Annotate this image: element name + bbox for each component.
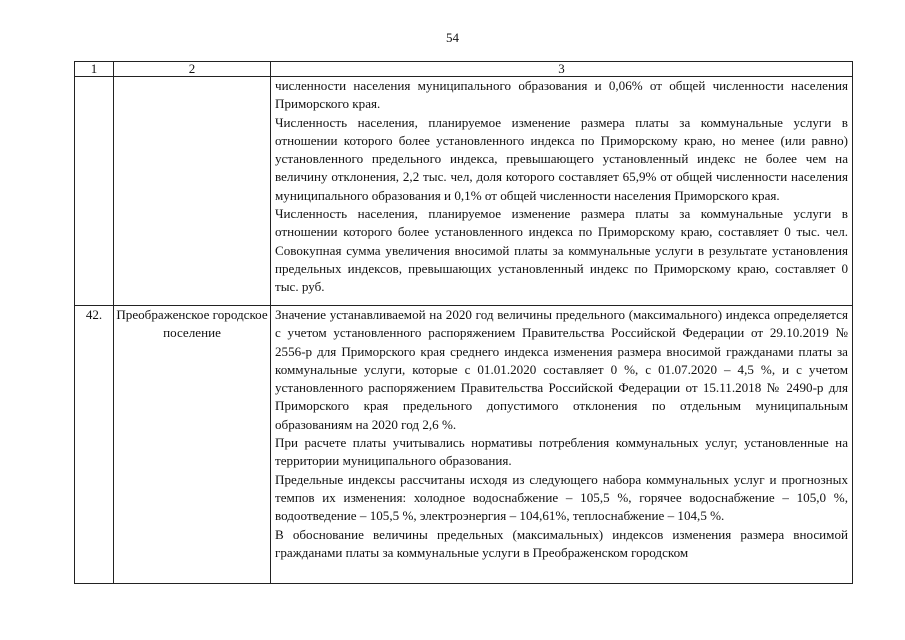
row-number-cell <box>75 77 114 306</box>
paragraph: В обоснование величины предельных (максимальных) индексов изменения размера вносимой гражданами платы за коммунальные услуги в Преображенском городском <box>275 526 848 560</box>
row-description-cell <box>271 306 853 584</box>
paragraph: Численность населения, планируемое изменение размера платы за коммунальные услуги в отношении которого более установленного индекса по Приморскому краю, составляет 0 тыс. чел. Совокупная сумма увеличения вносимой платы за коммунальные услуги в результате установления предельных индексов, превышающих установленный индекс по Приморскому краю, составляет 0 тыс. руб. <box>275 206 848 295</box>
paragraph: При расчете платы учитывались нормативы потребления коммунальных услуг, установленные на территории муниципального образования. <box>275 435 848 469</box>
row-name-cell <box>114 77 271 306</box>
header-col-3: 3 <box>271 62 853 77</box>
header-col-2: 2 <box>114 62 271 77</box>
paragraph: Предельные индексы рассчитаны исходя из следующего набора коммунальных услуг и прогнозных темпов их изменения: холодное водоснабжение – 105,5 %, горячее водоснабжение – 105,0 %, водоотведение – 105,5 %, электроэнергия – 104,61%, теплоснабжение – 104,5 %. <box>275 471 848 524</box>
data-table <box>74 61 853 584</box>
paragraph: численности населения муниципального образования и 0,06% от общей численности населения Приморского края. <box>275 78 848 112</box>
page-number: 54 <box>446 30 459 45</box>
paragraph: Численность населения, планируемое изменение размера платы за коммунальные услуги в отношении которого более установленного индекса по Приморскому краю, но менее (или равно) установленного предельного индекса, превышающего установленный индекс не более чем на величину отклонения, 2,2 тыс. чел, доля которого составляет 65,9% от общей численности населения муниципального образования и 0,1% от общей численности населения Приморского края. <box>275 114 848 203</box>
paragraph: Значение устанавливаемой на 2020 год величины предельного (максимального) индекса определяется с учетом установленного распоряжением Правительства Российской Федерации от 29.10.2019 № 2556-р для Приморского края среднего индекса изменения размера вносимой гражданами платы за коммунальные услуги, которые с 01.01.2020 составляет 0 %, с 01.07.2020 – 4,5 %, и с учетом установленного распоряжением Правительства Российской Федерации от 15.11.2018 № 2490-р для Приморского края предельного допустимого отклонения по отдельным муниципальным образованиям на 2020 год 2,6 %. <box>275 307 848 432</box>
row-number: 42. <box>75 306 114 584</box>
header-col-1: 1 <box>75 62 114 77</box>
table-header-row <box>75 62 853 77</box>
municipality-name: Преображенское городское поселение <box>114 306 271 584</box>
table-row-continued <box>75 77 853 306</box>
table-row <box>75 306 853 584</box>
row-description-cell <box>271 77 853 306</box>
